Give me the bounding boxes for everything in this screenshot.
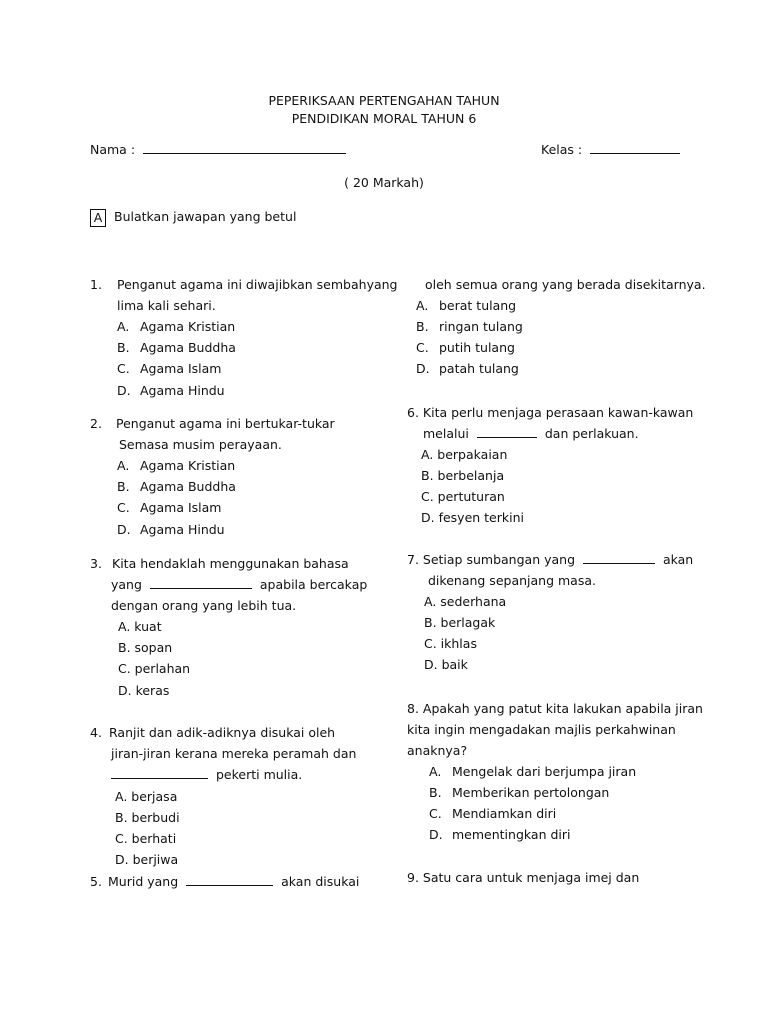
- question-number: 3.: [90, 556, 102, 571]
- question-text: Ranjit dan adik-adiknya disukai oleh: [109, 725, 336, 740]
- option-text[interactable]: Agama Kristian: [140, 458, 236, 473]
- class-blank[interactable]: [590, 142, 680, 154]
- option[interactable]: B. berbelanja: [421, 468, 505, 483]
- option-label[interactable]: C.: [117, 500, 130, 515]
- question-text: akan disukai: [281, 874, 360, 889]
- option-label[interactable]: D.: [416, 361, 430, 376]
- option-label[interactable]: C.: [429, 806, 442, 821]
- question-text: dikenang sepanjang masa.: [428, 573, 596, 588]
- question-text: akan: [662, 552, 694, 567]
- question-text: 8. Apakah yang patut kita lakukan apabila jiran: [407, 701, 703, 716]
- subject-title: PENDIDIKAN MORAL TAHUN 6: [291, 111, 477, 126]
- question-text: 6. Kita perlu menjaga perasaan kawan-kawan: [407, 405, 694, 420]
- question-text: oleh semua orang yang berada disekitarnya.: [425, 277, 706, 292]
- option-text[interactable]: patah tulang: [439, 361, 519, 376]
- class-field[interactable]: [541, 142, 680, 157]
- option-text[interactable]: Agama Islam: [140, 500, 222, 515]
- answer-blank[interactable]: [111, 767, 208, 779]
- option[interactable]: B. berlagak: [424, 615, 496, 630]
- option-label[interactable]: D.: [117, 383, 131, 398]
- question-text: Kita hendaklah menggunakan bahasa: [112, 556, 349, 571]
- option-label[interactable]: A.: [416, 298, 429, 313]
- option-text[interactable]: putih tulang: [439, 340, 515, 355]
- question-text: lima kali sehari.: [117, 298, 216, 313]
- question-text-line: [108, 874, 359, 889]
- question-text: kita ingin mengadakan majlis perkahwinan: [407, 722, 676, 737]
- question-text: melalui: [423, 426, 469, 441]
- section-label: A: [90, 209, 106, 227]
- option[interactable]: C. ikhlas: [424, 636, 477, 651]
- question-text: Semasa musim perayaan.: [119, 437, 282, 452]
- option-text[interactable]: mementingkan diri: [452, 827, 571, 842]
- question-text-line: [111, 577, 367, 592]
- marks-label: ( 20 Markah): [344, 175, 424, 190]
- option-text[interactable]: Agama Kristian: [140, 319, 236, 334]
- option[interactable]: A. berpakaian: [421, 447, 508, 462]
- question-text: Penganut agama ini bertukar-tukar: [116, 416, 335, 431]
- option[interactable]: C. pertuturan: [421, 489, 505, 504]
- question-text: 7. Setiap sumbangan yang: [407, 552, 575, 567]
- option-text[interactable]: Agama Buddha: [140, 340, 236, 355]
- answer-blank[interactable]: [477, 426, 537, 438]
- option-label[interactable]: D.: [117, 522, 131, 537]
- option-text[interactable]: Mengelak dari berjumpa jiran: [452, 764, 637, 779]
- option-label[interactable]: A.: [429, 764, 442, 779]
- option-label[interactable]: C.: [117, 361, 130, 376]
- question-text-line: [423, 426, 639, 441]
- option-label[interactable]: B.: [429, 785, 442, 800]
- answer-blank[interactable]: [186, 874, 273, 886]
- question-text-line: [407, 552, 693, 567]
- question-text: dengan orang yang lebih tua.: [111, 598, 297, 613]
- question-text: Penganut agama ini diwajibkan sembahyang: [117, 277, 398, 292]
- option-text[interactable]: Memberikan pertolongan: [452, 785, 610, 800]
- option[interactable]: B. sopan: [118, 640, 173, 655]
- question-text: anaknya?: [407, 743, 468, 758]
- question-number: 1.: [90, 277, 102, 292]
- question-text: apabila bercakap: [259, 577, 368, 592]
- question-text-line: [111, 767, 302, 782]
- question-text: 9. Satu cara untuk menjaga imej dan: [407, 870, 640, 885]
- option-label[interactable]: B.: [416, 319, 429, 334]
- question-text: pekerti mulia.: [215, 767, 303, 782]
- question-text: jiran-jiran kerana mereka peramah dan: [111, 746, 357, 761]
- option[interactable]: B. berbudi: [115, 810, 180, 825]
- question-text: dan perlakuan.: [544, 426, 639, 441]
- option[interactable]: C. berhati: [115, 831, 177, 846]
- option-label[interactable]: A.: [117, 458, 130, 473]
- option[interactable]: A. sederhana: [424, 594, 507, 609]
- option[interactable]: D. fesyen terkini: [421, 510, 524, 525]
- option-label[interactable]: D.: [429, 827, 443, 842]
- option-label[interactable]: B.: [117, 479, 130, 494]
- option-text[interactable]: ringan tulang: [439, 319, 523, 334]
- exam-title: PEPERIKSAAN PERTENGAHAN TAHUN: [268, 93, 500, 108]
- option-text[interactable]: berat tulang: [439, 298, 517, 313]
- option-text[interactable]: Agama Islam: [140, 361, 222, 376]
- option[interactable]: A. berjasa: [115, 789, 178, 804]
- class-label: Kelas :: [541, 142, 583, 157]
- section-instruction: Bulatkan jawapan yang betul: [114, 209, 297, 224]
- name-blank[interactable]: [143, 142, 346, 154]
- option-text[interactable]: Mendiamkan diri: [452, 806, 557, 821]
- question-number: 2.: [90, 416, 102, 431]
- option-label[interactable]: A.: [117, 319, 130, 334]
- name-field[interactable]: [90, 142, 346, 157]
- answer-blank[interactable]: [150, 577, 252, 589]
- option[interactable]: D. baik: [424, 657, 468, 672]
- option[interactable]: A. kuat: [118, 619, 162, 634]
- question-text: yang: [111, 577, 142, 592]
- option[interactable]: C. perlahan: [118, 661, 191, 676]
- name-label: Nama :: [90, 142, 136, 157]
- answer-blank[interactable]: [583, 552, 655, 564]
- option-text[interactable]: Agama Hindu: [140, 522, 225, 537]
- question-number: 5.: [90, 874, 102, 889]
- option-label[interactable]: B.: [117, 340, 130, 355]
- option-text[interactable]: Agama Hindu: [140, 383, 225, 398]
- question-text: Murid yang: [108, 874, 179, 889]
- option-text[interactable]: Agama Buddha: [140, 479, 236, 494]
- option[interactable]: D. keras: [118, 683, 170, 698]
- option[interactable]: D. berjiwa: [115, 852, 179, 867]
- option-label[interactable]: C.: [416, 340, 429, 355]
- question-number: 4.: [90, 725, 102, 740]
